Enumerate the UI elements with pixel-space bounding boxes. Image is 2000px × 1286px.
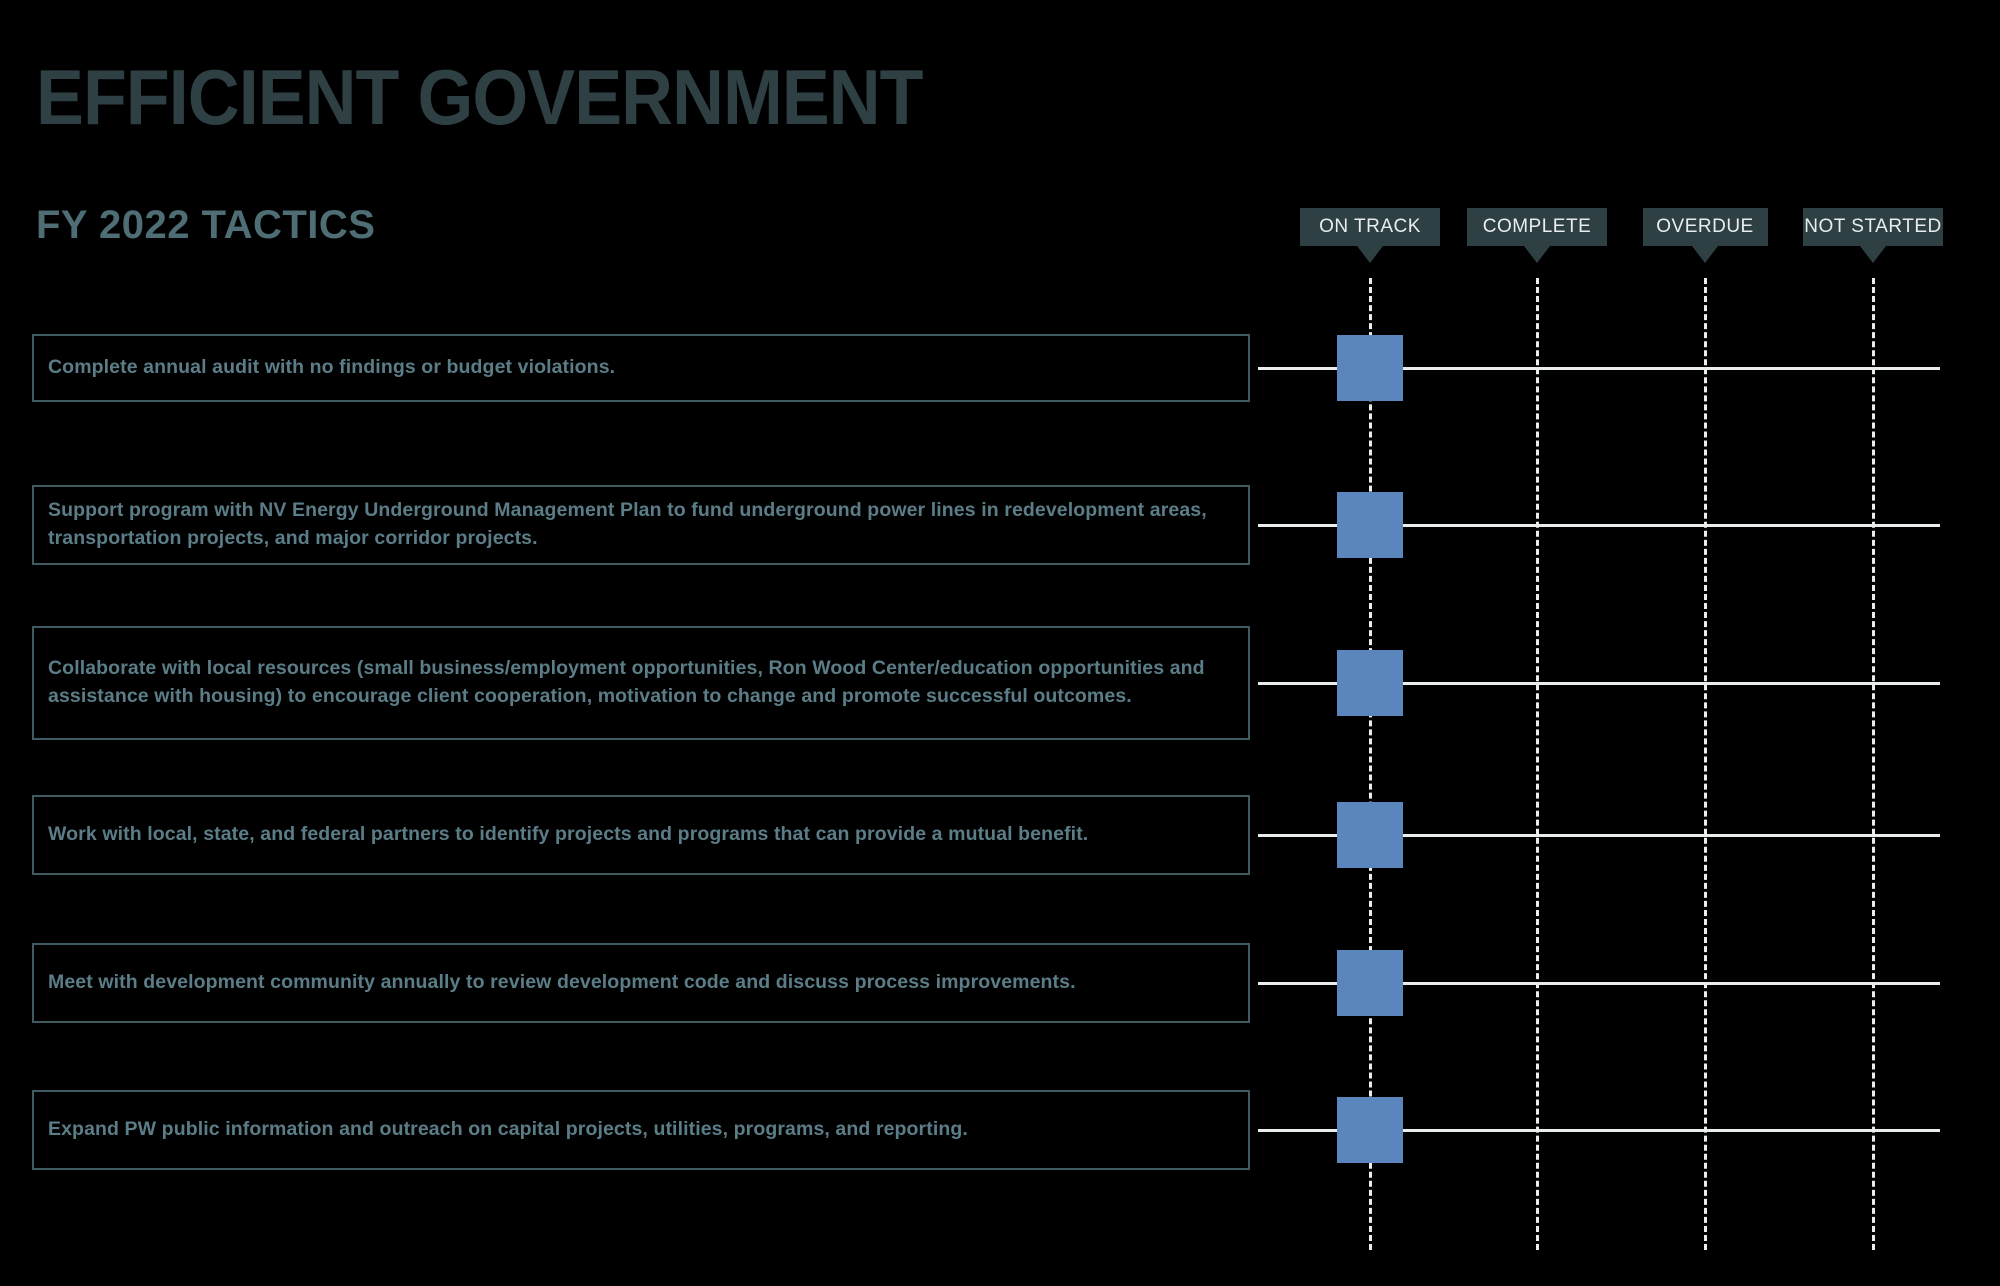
chevron-down-icon [1357, 246, 1383, 263]
tactic-row [32, 943, 1250, 1023]
status-lane-overdue [1704, 278, 1707, 1250]
status-header-label: COMPLETE [1482, 216, 1592, 237]
tactic-text: Complete annual audit with no findings or budget violations. [48, 356, 616, 379]
chevron-down-icon [1860, 246, 1886, 263]
status-header-not-started [1803, 208, 1943, 246]
tactic-row [32, 795, 1250, 875]
status-marker[interactable] [1337, 1097, 1403, 1163]
tactic-row [32, 485, 1250, 565]
status-header-overdue [1643, 208, 1768, 246]
tactic-text: Work with local, state, and federal partners to identify projects and programs that can provide a mutual benefit. [48, 823, 1089, 846]
status-header-complete [1467, 208, 1607, 246]
status-lane-complete [1536, 278, 1539, 1250]
page-title: EFFICIENT GOVERNMENT [36, 53, 923, 141]
status-marker[interactable] [1337, 335, 1403, 401]
tactic-text: Support program with NV Energy Underground Management Plan to fund underground power lines in redevelopment areas, transportation projects, and major corridor projects. [48, 499, 1207, 549]
tactic-row [32, 626, 1250, 740]
chevron-down-icon [1692, 246, 1718, 263]
status-marker[interactable] [1337, 950, 1403, 1016]
status-header-label: ON TRACK [1319, 216, 1421, 237]
chevron-down-icon [1524, 246, 1550, 263]
tactic-text: Meet with development community annually to review development code and discuss process improvements. [48, 971, 1076, 994]
tactic-row [32, 1090, 1250, 1170]
status-header-label: NOT STARTED [1804, 216, 1942, 237]
status-marker[interactable] [1337, 802, 1403, 868]
tactic-text: Expand PW public information and outreach on capital projects, utilities, programs, and reporting. [48, 1118, 968, 1141]
status-header-label: OVERDUE [1656, 216, 1754, 237]
status-lane-not-started [1872, 278, 1875, 1250]
tactic-row [32, 334, 1250, 402]
status-header-on-track [1300, 208, 1440, 246]
page-subtitle: FY 2022 TACTICS [36, 203, 376, 247]
tactic-text: Collaborate with local resources (small business/employment opportunities, Ron Wood Center/education opportunities and assistance with housing) to encourage client cooperation, motivation to change and promote successful outcomes. [48, 657, 1205, 707]
status-marker[interactable] [1337, 650, 1403, 716]
status-marker[interactable] [1337, 492, 1403, 558]
